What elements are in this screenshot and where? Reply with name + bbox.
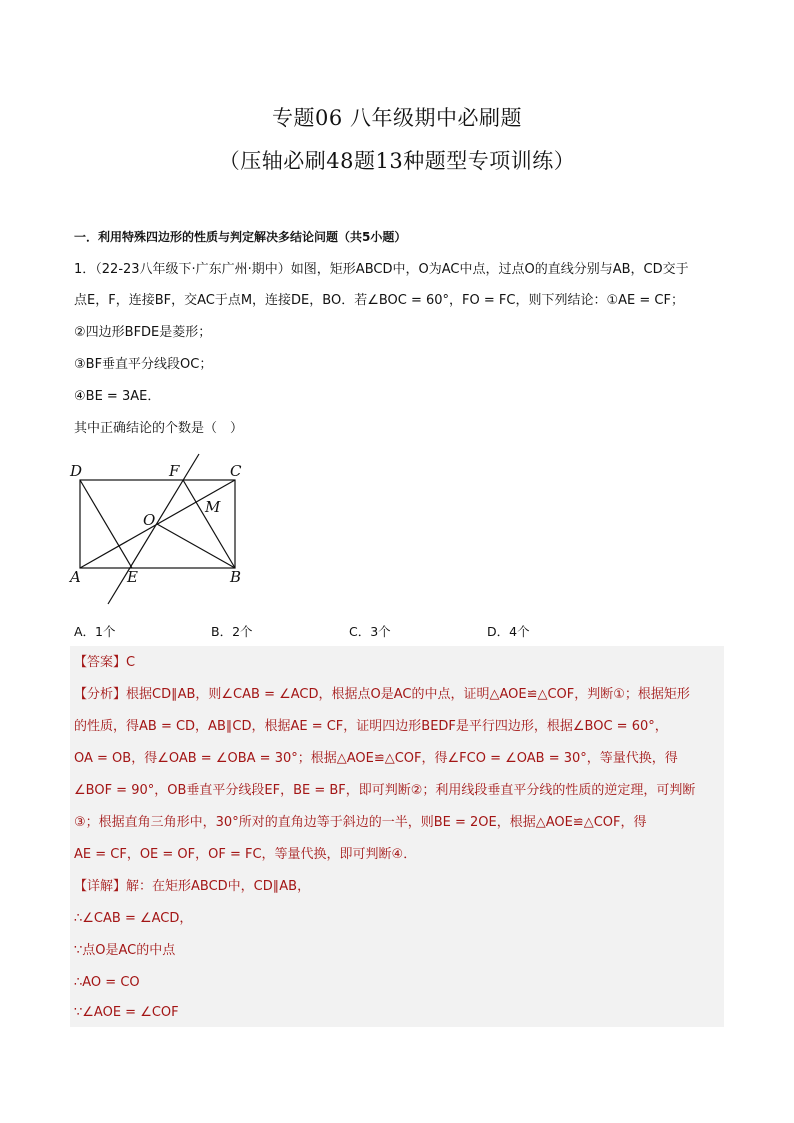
label-a: A <box>70 568 81 586</box>
label-o: O <box>143 511 156 529</box>
detail-line: ∵点O是AC的中点 <box>74 943 176 958</box>
question-line-1: 1．（22-23八年级下·广东广州·期中）如图，矩形ABCD中，O为AC中点，过点O的直线分别与AB，CD交于 <box>74 262 689 277</box>
label-d: D <box>70 462 83 480</box>
line-through-o <box>108 454 199 604</box>
label-e: E <box>127 568 138 586</box>
segment-de <box>80 480 132 568</box>
statement-2: ②四边形BFDE是菱形； <box>74 325 212 340</box>
answer-line: 【答案】C <box>74 655 136 670</box>
label-c: C <box>230 462 242 480</box>
detail-line: ∵∠AOE = ∠COF <box>74 1005 179 1020</box>
segment-bo <box>157 524 235 568</box>
segment-bf <box>183 480 235 568</box>
doc-title-line2: （压轴必刷48题13种题型专项训练） <box>218 149 576 173</box>
option-b: B．2个 <box>211 624 253 639</box>
analysis-line: ③；根据直角三角形中，30°所对的直角边等于斜边的一半，则BE = 2OE，根据△AOE≌△COF，得 <box>74 815 647 830</box>
statement-4: ④BE = 3AE． <box>74 389 161 404</box>
label-f: F <box>169 462 180 480</box>
detail-line: ∴AO = CO <box>74 975 140 990</box>
analysis-line: AE = CF，OE = OF，OF = FC，等量代换，即可判断④． <box>74 847 417 862</box>
doc-title-line1: 专题06 八年级期中必刷题 <box>272 106 522 130</box>
geometry-figure <box>66 450 256 610</box>
analysis-line: ∠BOF = 90°，OB垂直平分线段EF，BE = BF，即可判断②；利用线段垂直平分线的性质的逆定理，可判断 <box>74 783 696 798</box>
analysis-line: OA = OB，得∠OAB = ∠OBA = 30°；根据△AOE≌△COF，得∠FCO = ∠OAB = 30°，等量代换，得 <box>74 751 678 766</box>
statement-3: ③BF垂直平分线段OC； <box>74 357 213 372</box>
option-a: A．1个 <box>74 624 116 639</box>
analysis-line: 【分析】根据CD∥AB，则∠CAB = ∠ACD，根据点O是AC的中点，证明△AOE≌△COF，判断①；根据矩形 <box>74 687 690 702</box>
section-heading: 一．利用特殊四边形的性质与判定解决多结论问题（共5小题） <box>74 230 407 244</box>
label-b: B <box>230 568 242 586</box>
option-c: C．3个 <box>349 624 391 639</box>
option-d: D．4个 <box>487 624 530 639</box>
detail-line: 【详解】解：在矩形ABCD中，CD∥AB， <box>74 879 311 894</box>
analysis-line: 的性质，得AB = CD，AB∥CD，根据AE = CF，证明四边形BEDF是平行四边形，根据∠BOC = 60°， <box>74 719 668 734</box>
question-line-2: 点E，F，连接BF，交AC于点M，连接DE，BO．若∠BOC = 60°，FO = FC，则下列结论：①AE = CF； <box>74 293 684 308</box>
question-prompt: 其中正确结论的个数是（ ） <box>74 421 244 436</box>
detail-line: ∴∠CAB = ∠ACD， <box>74 911 193 926</box>
label-m: M <box>205 498 221 516</box>
